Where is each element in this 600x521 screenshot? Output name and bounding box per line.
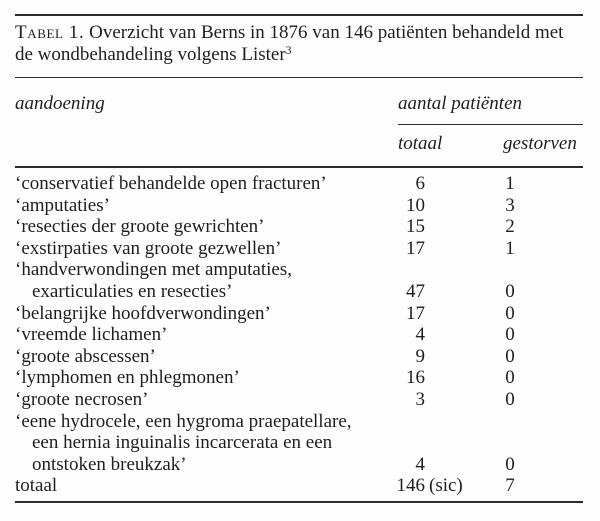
row-label-line: ‘handverwondingen met amputaties,	[15, 259, 293, 281]
row-totaal-value: 17	[406, 237, 425, 259]
row-totaal-value: 16	[406, 367, 425, 389]
table-row	[15, 346, 583, 368]
row-gestorven-value: 2	[505, 216, 515, 238]
row-gestorven-value: 3	[505, 194, 515, 216]
row-totaal-value: 10	[406, 194, 425, 216]
row-label-line: exarticulaties en resecties’	[32, 280, 233, 302]
row-gestorven-value: 0	[505, 388, 515, 410]
table-row	[15, 303, 583, 325]
row-gestorven-value: 0	[505, 345, 515, 367]
row-label-line: ‘lymphomen en phlegmonen’	[15, 367, 240, 389]
table-row	[15, 475, 583, 497]
row-sic-note: (sic)	[429, 475, 463, 497]
spanner-rule	[398, 124, 583, 125]
row-totaal-value: 9	[415, 345, 425, 367]
column-header-totaal: totaal	[398, 133, 443, 154]
row-totaal-value: 3	[415, 388, 425, 410]
row-label-line: ‘vreemde lichamen’	[15, 324, 168, 346]
row-gestorven-value: 0	[505, 324, 515, 346]
footnote-reference: 3	[285, 45, 292, 57]
table-row	[15, 367, 583, 389]
row-gestorven-value: 7	[505, 475, 515, 497]
table-row	[15, 259, 583, 302]
table-row	[15, 173, 583, 195]
row-label-line: ontstoken breukzak’	[32, 453, 187, 475]
row-label-line: ‘eene hydrocele, een hygroma praepatellare,	[15, 410, 352, 432]
table-caption	[15, 22, 583, 66]
row-totaal-value: 6	[415, 173, 425, 194]
row-label-line: ‘amputaties’	[15, 194, 110, 216]
row-totaal-value: 4	[415, 453, 425, 475]
column-header-gestorven: gestorven	[503, 133, 577, 154]
table-row	[15, 389, 583, 411]
column-header-aandoening: aandoening	[15, 93, 105, 114]
sub-header-row	[15, 133, 583, 155]
row-label-line: totaal	[15, 475, 58, 497]
column-header-aantal-patienten: aantal patiënten	[398, 93, 523, 114]
row-label-line: ‘resecties der groote gewrichten’	[15, 216, 265, 238]
table-row	[15, 216, 583, 238]
table-caption-line2: de wondbehandeling volgens Lister	[15, 44, 286, 65]
table-figure	[15, 14, 583, 503]
row-gestorven-value: 0	[505, 280, 515, 302]
table-row	[15, 324, 583, 346]
row-label-line: ‘groote abscessen’	[15, 345, 156, 367]
row-label-line: ‘groote necrosen’	[15, 388, 149, 410]
table-caption-line1: Overzicht van Berns in 1876 van 146 patiënten behandeld met	[84, 22, 564, 43]
row-label-line: ‘conservatief behandelde open fracturen’	[15, 173, 327, 194]
bottom-rule	[15, 501, 583, 503]
table-row	[15, 411, 583, 476]
row-label-line: ‘exstirpaties van groote gezwellen’	[15, 237, 282, 259]
column-header-row	[15, 93, 583, 115]
table-row	[15, 238, 583, 260]
row-gestorven-value: 0	[505, 367, 515, 389]
row-gestorven-value: 0	[505, 302, 515, 324]
row-gestorven-value: 0	[505, 453, 515, 475]
row-label-line: ‘belangrijke hoofdverwondingen’	[15, 302, 271, 324]
header-body-rule	[15, 166, 583, 168]
row-totaal-value: 146	[396, 475, 425, 497]
row-totaal-value: 15	[406, 216, 425, 238]
row-totaal-value: 47	[406, 280, 425, 302]
top-rule	[15, 14, 583, 16]
row-totaal-value: 17	[406, 302, 425, 324]
table-number-label: Tabel 1.	[15, 22, 85, 43]
table-body	[15, 173, 583, 497]
row-label-line: een hernia inguinalis incarcerata en een	[32, 432, 333, 454]
table-row	[15, 195, 583, 217]
caption-rule	[15, 77, 583, 78]
row-gestorven-value: 1	[505, 237, 515, 259]
row-gestorven-value: 1	[505, 173, 515, 194]
row-totaal-value: 4	[415, 324, 425, 346]
